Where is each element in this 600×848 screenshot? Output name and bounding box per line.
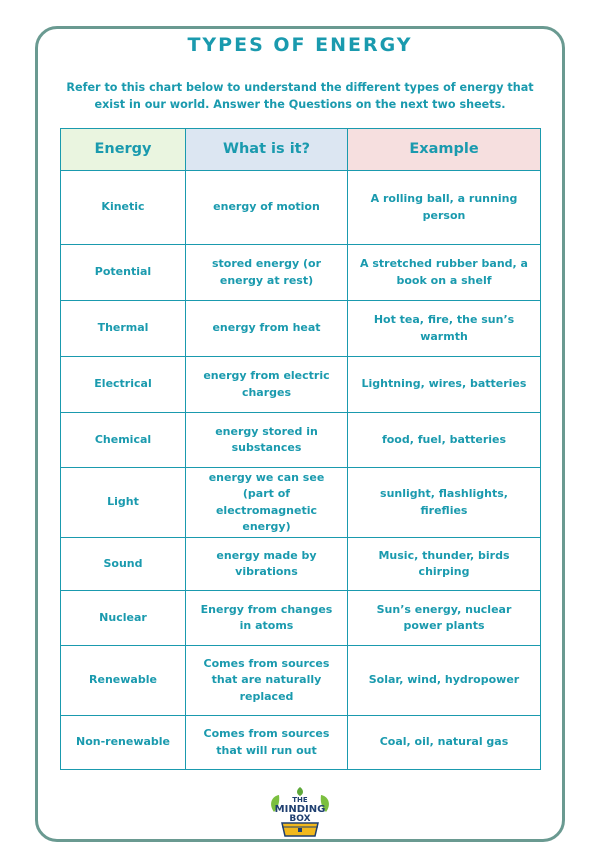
what-cell: energy we can see (part of electromagnetic energy) bbox=[186, 468, 348, 538]
energy-cell: Potential bbox=[61, 245, 186, 301]
what-cell: stored energy (or energy at rest) bbox=[186, 245, 348, 301]
what-cell: energy from heat bbox=[186, 301, 348, 357]
energy-cell: Thermal bbox=[61, 301, 186, 357]
leaf-top-icon bbox=[297, 787, 303, 796]
table-row bbox=[61, 357, 541, 413]
table-row bbox=[61, 538, 541, 591]
energy-cell: Chemical bbox=[61, 413, 186, 468]
energy-cell: Kinetic bbox=[61, 171, 186, 245]
energy-cell: Renewable bbox=[61, 646, 186, 716]
table-row bbox=[61, 413, 541, 468]
what-cell: energy of motion bbox=[186, 171, 348, 245]
logo-line-1: THE bbox=[292, 796, 308, 804]
example-cell: A rolling ball, a running person bbox=[348, 171, 541, 245]
what-cell: energy stored in substances bbox=[186, 413, 348, 468]
table-row bbox=[61, 171, 541, 245]
example-cell: food, fuel, batteries bbox=[348, 413, 541, 468]
example-cell: sunlight, flashlights, fireflies bbox=[348, 468, 541, 538]
what-cell: energy made by vibrations bbox=[186, 538, 348, 591]
table-row bbox=[61, 245, 541, 301]
example-cell: A stretched rubber band, a book on a shelf bbox=[348, 245, 541, 301]
example-cell: Lightning, wires, batteries bbox=[348, 357, 541, 413]
energy-cell: Sound bbox=[61, 538, 186, 591]
example-cell: Sun’s energy, nuclear power plants bbox=[348, 591, 541, 646]
logo-line-2: MINDING bbox=[274, 804, 326, 815]
table-row bbox=[61, 301, 541, 357]
energy-cell: Light bbox=[61, 468, 186, 538]
energy-table bbox=[60, 128, 541, 770]
example-cell: Hot tea, fire, the sun’s warmth bbox=[348, 301, 541, 357]
energy-cell: Non-renewable bbox=[61, 716, 186, 770]
logo-line-3: BOX bbox=[289, 814, 311, 824]
what-cell: Comes from sources that are naturally replaced bbox=[186, 646, 348, 716]
column-header-example: Example bbox=[348, 129, 541, 171]
column-header-what: What is it? bbox=[186, 129, 348, 171]
energy-cell: Nuclear bbox=[61, 591, 186, 646]
page-title: TYPES OF ENERGY bbox=[187, 34, 413, 56]
energy-cell: Electrical bbox=[61, 357, 186, 413]
table-row bbox=[61, 716, 541, 770]
table-row bbox=[61, 591, 541, 646]
what-cell: Comes from sources that will run out bbox=[186, 716, 348, 770]
intro-text: Refer to this chart below to understand the different types of energy that exist in our world. Answer the Questions on the next two sheets. bbox=[66, 81, 534, 111]
table-header-row bbox=[61, 129, 541, 171]
example-cell: Music, thunder, birds chirping bbox=[348, 538, 541, 591]
example-cell: Coal, oil, natural gas bbox=[348, 716, 541, 770]
what-cell: energy from electric charges bbox=[186, 357, 348, 413]
example-cell: Solar, wind, hydropower bbox=[348, 646, 541, 716]
what-cell: Energy from changes in atoms bbox=[186, 591, 348, 646]
column-header-energy: Energy bbox=[61, 129, 186, 171]
minding-box-logo bbox=[268, 786, 332, 838]
table-row bbox=[61, 468, 541, 538]
table-row bbox=[61, 646, 541, 716]
